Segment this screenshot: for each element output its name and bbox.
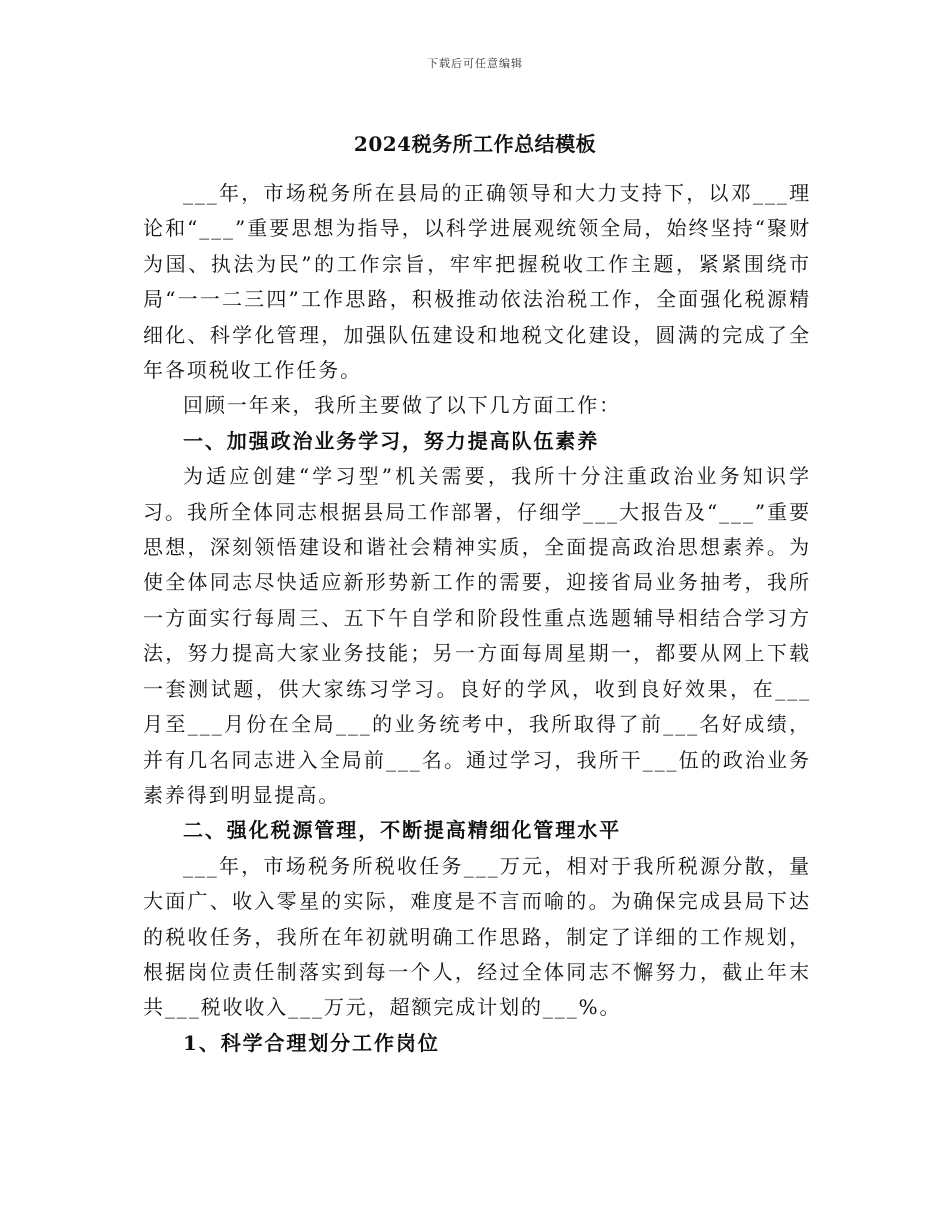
subsection-heading-1: 1、科学合理划分工作岗位 <box>183 1030 440 1055</box>
paragraph-intro: ___年，市场税务所在县局的正确领导和大力支持下，以邓___理论和“___”重要思想为指导，以科学进展观统领全局，始终坚持“聚财为国、执法为民”的工作宗旨，牢牢把握税收工作主题，紧紧围绕市局“一一二三四”工作思路，积极推动依法治税工作，全面强化税源精细化、科学化管理，加强队伍建设和地税文化建设，圆满的完成了全年各项税收工作任务。 <box>143 181 811 383</box>
paragraph-tax-source: ___年，市场税务所税收任务___万元，相对于我所税源分散，量大面广、收入零星的实际，难度是不言而喻的。为确保完成县局下达的税收任务，我所在年初就明确工作思路，制定了详细的工作规划，根据岗位责任制落实到每一个人，经过全体同志不懈努力，截止年末共___税收收入___万元，超额完成计划的___%。 <box>143 853 811 1020</box>
paragraph-study: 为适应创建“学习型”机关需要，我所十分注重政治业务知识学习。我所全体同志根据县局工作部署，仔细学___大报告及“___”重要思想，深刻领悟建设和谐社会精神实质，全面提高政治思想素养。为使全体同志尽快适应新形势新工作的需要，迎接省局业务抽考，我所一方面实行每周三、五下午自学和阶段性重点选题辅导相结合学习方法，努力提高大家业务技能；另一方面每周星期一，都要从网上下载一套测试题，供大家练习学习。良好的学风，收到良好效果，在___月至___月份在全局___的业务统考中，我所取得了前___名好成绩，并有几名同志进入全局前___名。通过学习，我所干___伍的政治业务素养得到明显提高。 <box>143 464 811 807</box>
document-title: 2024税务所工作总结模板 <box>353 132 597 156</box>
paragraph-review: 回顾一年来，我所主要做了以下几方面工作： <box>183 393 621 418</box>
document-body <box>143 176 811 1061</box>
section-heading-1: 一、加强政治业务学习，努力提高队伍素养 <box>183 428 600 453</box>
section-heading-2: 二、强化税源管理，不断提高精细化管理水平 <box>183 818 621 843</box>
header-note: 下载后可任意编辑 <box>427 57 523 70</box>
